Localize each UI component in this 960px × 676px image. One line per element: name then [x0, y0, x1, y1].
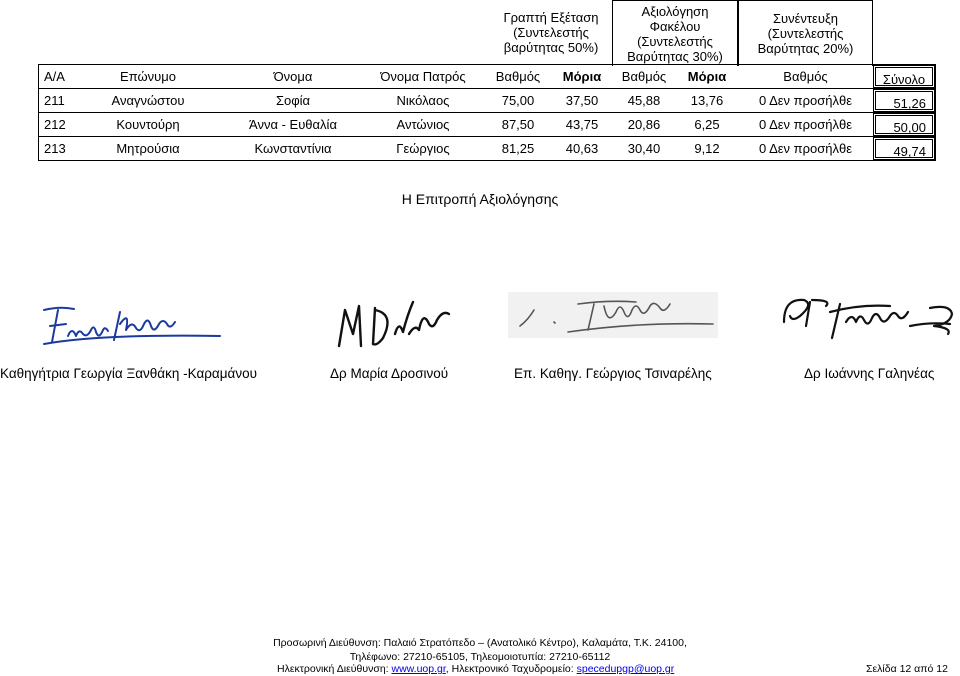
- cell-grade-file: 30,40: [627, 141, 661, 156]
- cell-points-written: 40,63: [565, 141, 599, 156]
- cell-name: Σοφία: [275, 93, 311, 108]
- header-file-line1: Αξιολόγηση: [641, 4, 709, 19]
- cell-father: Γεώργιος: [396, 141, 450, 156]
- cell-points-file: 6,25: [694, 117, 720, 132]
- page-number: Σελίδα 12 από 12: [866, 663, 948, 675]
- cell-grade-file: 20,86: [627, 117, 661, 132]
- footer-web-label: Ηλεκτρονική Διεύθυνση:: [277, 663, 389, 675]
- email-link[interactable]: specedupgp@uop.gr: [576, 663, 675, 675]
- table-left-border: [38, 64, 39, 161]
- signatory-2: Δρ Μαρία Δροσινού: [330, 366, 449, 381]
- cell-total: 50,00: [873, 113, 935, 136]
- col-grade-written: Βαθμός: [495, 69, 541, 84]
- cell-grade-written: 81,25: [501, 141, 535, 156]
- col-name: Όνομα: [273, 69, 313, 84]
- signatory-1: Καθηγήτρια Γεωργία Ξανθάκη -Καραμάνου: [0, 366, 257, 381]
- footer-address: Προσωρινή Διεύθυνση: Παλαιό Στρατόπεδο – (Ανατολικό Κέντρο), Καλαμάτα, Τ.Κ. 24100,: [273, 637, 687, 649]
- header-interview: [738, 0, 873, 66]
- table-right-border: [935, 64, 936, 161]
- signature-3: [508, 292, 718, 338]
- col-points-written: Μόρια: [562, 69, 602, 84]
- cell-aa: 212: [44, 117, 66, 132]
- table-row: [38, 112, 936, 136]
- cell-total: 51,26: [873, 89, 935, 112]
- footer-phone: Τηλέφωνο: 27210-65105, Τηλεομοιοτυπία: 27210-65112: [349, 651, 611, 663]
- col-points-file: Μόρια: [687, 69, 727, 84]
- cell-aa: 213: [44, 141, 66, 156]
- signature-2: [335, 290, 465, 352]
- cell-name: Άννα - Ευθαλία: [249, 117, 337, 132]
- header-file-line2: Φακέλου: [649, 19, 701, 34]
- footer-email-label: , Ηλεκτρονικό Ταχυδρομείο:: [445, 663, 574, 675]
- col-father: Όνομα Πατρός: [380, 69, 466, 84]
- table-header-row: [38, 64, 936, 88]
- cell-interview: 0 Δεν προσήλθε: [758, 141, 853, 156]
- cell-points-file: 9,12: [694, 141, 720, 156]
- header-written-line3: βαρύτητας 50%): [503, 40, 599, 55]
- signatory-3: Επ. Καθηγ. Γεώργιος Τσιναρέλης: [514, 366, 712, 381]
- cell-father: Νικόλαος: [396, 93, 450, 108]
- header-file-evaluation: [612, 0, 738, 66]
- cell-grade-written: 75,00: [501, 93, 535, 108]
- signature-1: [40, 300, 225, 350]
- committee-title: Η Επιτροπή Αξιολόγησης: [401, 191, 559, 207]
- signatory-4: Δρ Ιωάννης Γαληνέας: [804, 366, 935, 381]
- cell-grade-file: 45,88: [627, 93, 661, 108]
- cell-points-file: 13,76: [690, 93, 724, 108]
- header-written-line1: Γραπτή Εξέταση: [503, 10, 599, 25]
- cell-surname: Αναγνώστου: [111, 93, 185, 108]
- col-grade-file: Βαθμός: [621, 69, 667, 84]
- header-written-exam: [490, 10, 612, 55]
- header-interview-line2: (Συντελεστής: [767, 26, 844, 41]
- col-surname: Επώνυμο: [120, 69, 176, 84]
- cell-name: Κωνσταντίνια: [254, 141, 332, 156]
- cell-surname: Μητρούσια: [116, 141, 180, 156]
- col-total: Σύνολο: [873, 65, 935, 88]
- website-link[interactable]: www.uop.gr: [391, 663, 446, 675]
- cell-father: Αντώνιος: [396, 117, 450, 132]
- col-grade-interview: Βαθμός: [783, 69, 828, 84]
- cell-interview: 0 Δεν προσήλθε: [758, 93, 853, 108]
- footer-contact: [277, 662, 674, 676]
- signature-4: [780, 292, 960, 344]
- header-written-line2: (Συντελεστής: [513, 25, 589, 40]
- cell-grade-written: 87,50: [501, 117, 535, 132]
- cell-points-written: 43,75: [565, 117, 599, 132]
- cell-total: 49,74: [873, 137, 935, 160]
- cell-aa: 211: [44, 93, 65, 108]
- col-aa: Α/Α: [44, 69, 65, 84]
- table-row: [38, 88, 936, 112]
- table-row: [38, 136, 936, 161]
- cell-surname: Κουντούρη: [116, 117, 180, 132]
- header-file-line4: Βαρύτητας 30%): [627, 49, 723, 64]
- header-interview-line1: Συνέντευξη: [772, 11, 839, 26]
- cell-interview: 0 Δεν προσήλθε: [758, 117, 853, 132]
- header-file-line3: (Συντελεστής: [637, 34, 713, 49]
- header-interview-line3: Βαρύτητας 20%): [757, 41, 854, 56]
- cell-points-written: 37,50: [565, 93, 599, 108]
